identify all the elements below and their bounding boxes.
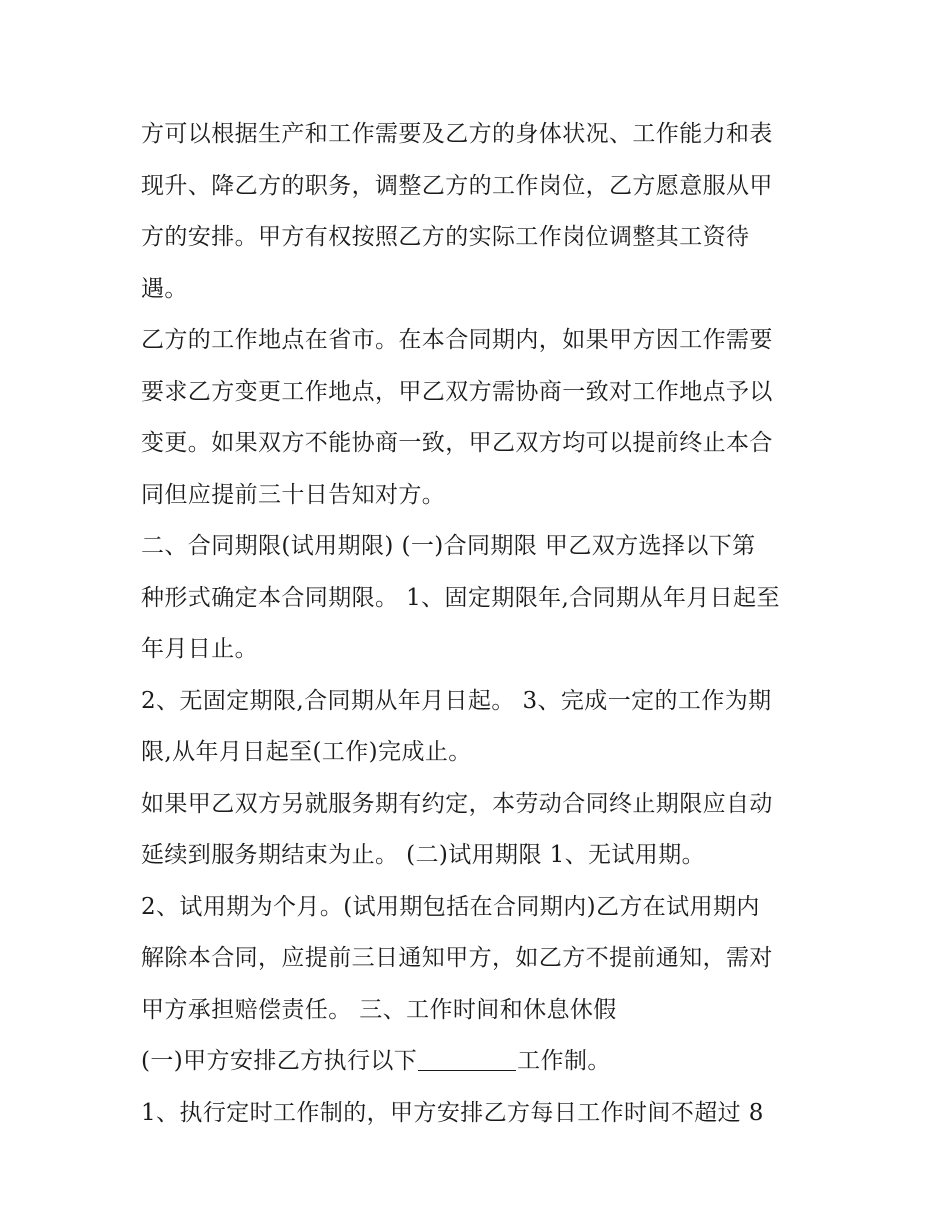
fill-in-suffix: 工作制。	[517, 1048, 611, 1074]
paragraph-line: 现升、降乙方的职务，调整乙方的工作岗位，乙方愿意服从甲	[141, 172, 773, 199]
paragraph-line: 同但应提前三十日告知对方。	[141, 481, 446, 508]
paragraph-line: 遇。	[141, 275, 188, 302]
paragraph-line: 解除本合同，应提前三日通知甲方，如乙方不提前通知，需对	[141, 945, 773, 971]
paragraph-line: 2、试用期为个月。(试用期包括在合同期内)乙方在试用期内	[141, 893, 760, 920]
paragraph-line: 种形式确定本合同期限。 1、固定期限年,合同期从年月日起至	[141, 584, 780, 611]
paragraph-line: 变更。如果双方不能协商一致，甲乙双方均可以提前终止本合	[141, 430, 773, 456]
paragraph-line: 乙方的工作地点在省市。在本合同期内，如果甲方因工作需要	[141, 327, 773, 353]
paragraph-line: 限,从年月日起至(工作)完成止。	[141, 739, 472, 765]
section-heading-line: 二、合同期限(试用期限) (一)合同期限 甲乙双方选择以下第	[141, 533, 756, 559]
fill-in-line	[141, 1036, 821, 1088]
paragraph-line: 年月日止。	[141, 636, 258, 662]
paragraph-line: 2、无固定期限,合同期从年月日起。 3、完成一定的工作为期	[141, 687, 772, 714]
document-body	[141, 109, 821, 1139]
paragraph-line: 如果甲乙双方另就服务期有约定，本劳动合同终止期限应自动	[141, 790, 773, 817]
fill-in-blank[interactable]	[418, 1052, 516, 1071]
paragraph-line: 甲方承担赔偿责任。 三、工作时间和休息休假	[141, 996, 617, 1023]
paragraph-line: 1、执行定时工作制的，甲方安排乙方每日工作时间不超过 8	[141, 1099, 764, 1126]
paragraph-line: 方的安排。甲方有权按照乙方的实际工作岗位调整其工资待	[141, 224, 750, 250]
paragraph-line: 方可以根据生产和工作需要及乙方的身体状况、工作能力和表	[141, 121, 773, 147]
fill-in-prefix: (一)甲方安排乙方执行以下	[141, 1048, 418, 1074]
paragraph-line: 延续到服务期结束为止。 (二)试用期限 1、无试用期。	[141, 842, 706, 868]
paragraph-line: 要求乙方变更工作地点，甲乙双方需协商一致对工作地点予以	[141, 378, 773, 405]
